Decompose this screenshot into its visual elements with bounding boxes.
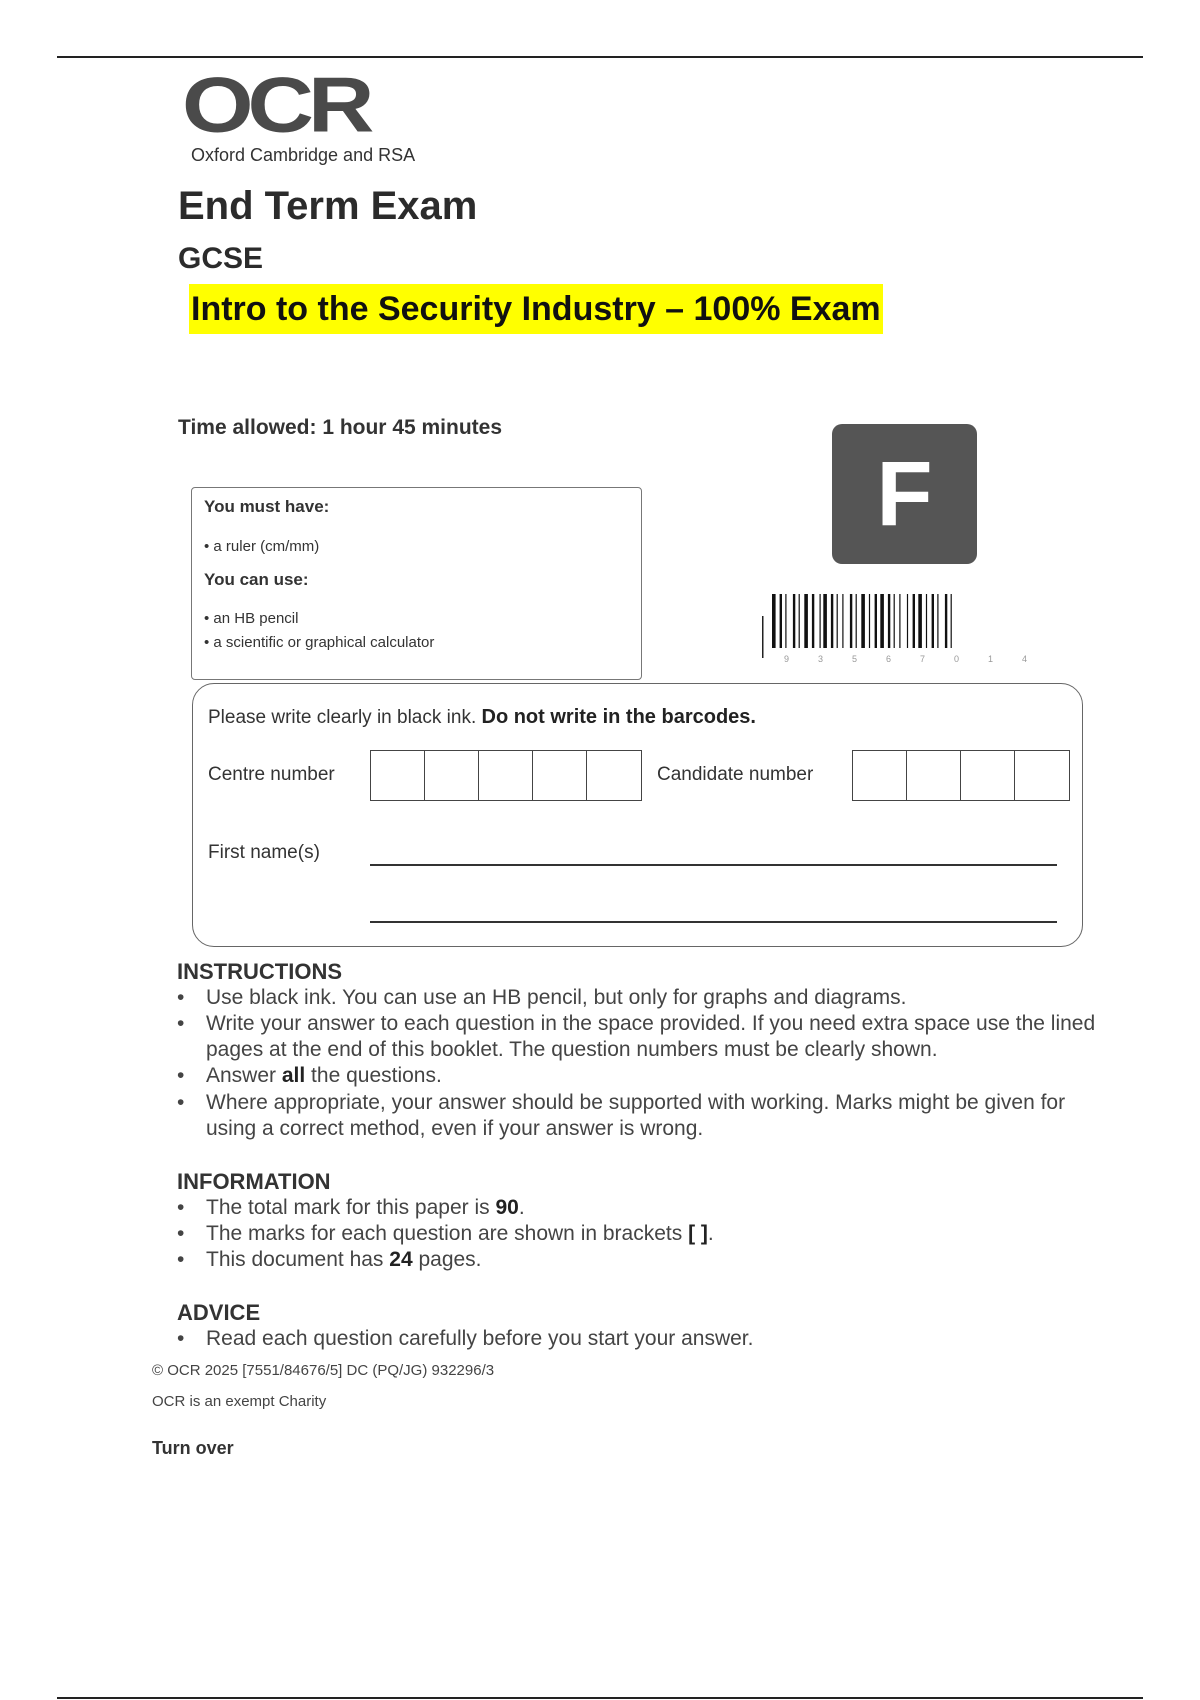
- barcode-digit: 0: [954, 654, 960, 664]
- exam-title: End Term Exam: [178, 184, 478, 228]
- barcode-digit: 7: [920, 654, 926, 664]
- equipment-box: [191, 487, 642, 680]
- candidate-number-input[interactable]: [852, 750, 1070, 801]
- barcode-digit: 9: [784, 654, 790, 664]
- centre-number-input[interactable]: [370, 750, 642, 801]
- equipment-item: • a ruler (cm/mm): [204, 538, 320, 555]
- exam-level: GCSE: [178, 242, 264, 275]
- candidate-details-box: [192, 683, 1083, 947]
- logo-subtitle: Oxford Cambridge and RSA: [191, 145, 416, 165]
- barcode-digit: 4: [1022, 654, 1028, 664]
- must-have-heading: You must have:: [204, 497, 330, 516]
- first-name-line[interactable]: [370, 864, 1057, 866]
- exam-subject: Intro to the Security Industry – 100% Exam: [189, 284, 883, 334]
- instructions-heading: INSTRUCTIONS: [177, 959, 342, 984]
- charity-line: OCR is an exempt Charity: [152, 1393, 327, 1410]
- copyright-line: © OCR 2025 [7551/84676/5] DC (PQ/JG) 932296/3: [152, 1362, 495, 1379]
- ink-instruction: Please write clearly in black ink. Do not write in the barcodes.: [208, 706, 756, 728]
- advice-heading: ADVICE: [177, 1300, 261, 1325]
- bottom-rule: [57, 1697, 1143, 1699]
- candidate-number-label: Candidate number: [657, 764, 814, 785]
- equipment-item: • a scientific or graphical calculator: [204, 634, 435, 651]
- centre-number-label: Centre number: [208, 764, 335, 785]
- first-name-label: First name(s): [208, 842, 320, 863]
- last-name-line[interactable]: [370, 921, 1057, 923]
- information-heading: INFORMATION: [177, 1169, 331, 1194]
- top-rule: [57, 56, 1143, 58]
- barcode: [752, 594, 1052, 666]
- equipment-item: • an HB pencil: [204, 610, 299, 627]
- barcode-digit: 5: [852, 654, 858, 664]
- ocr-logo: OCR: [182, 61, 369, 149]
- barcode-digit: 3: [818, 654, 824, 664]
- tier-badge: F: [832, 424, 977, 564]
- turn-over: Turn over: [152, 1438, 234, 1458]
- barcode-digit: 6: [886, 654, 892, 664]
- barcode-digit: 1: [988, 654, 994, 664]
- time-allowed: Time allowed: 1 hour 45 minutes: [178, 416, 503, 439]
- can-use-heading: You can use:: [204, 570, 309, 589]
